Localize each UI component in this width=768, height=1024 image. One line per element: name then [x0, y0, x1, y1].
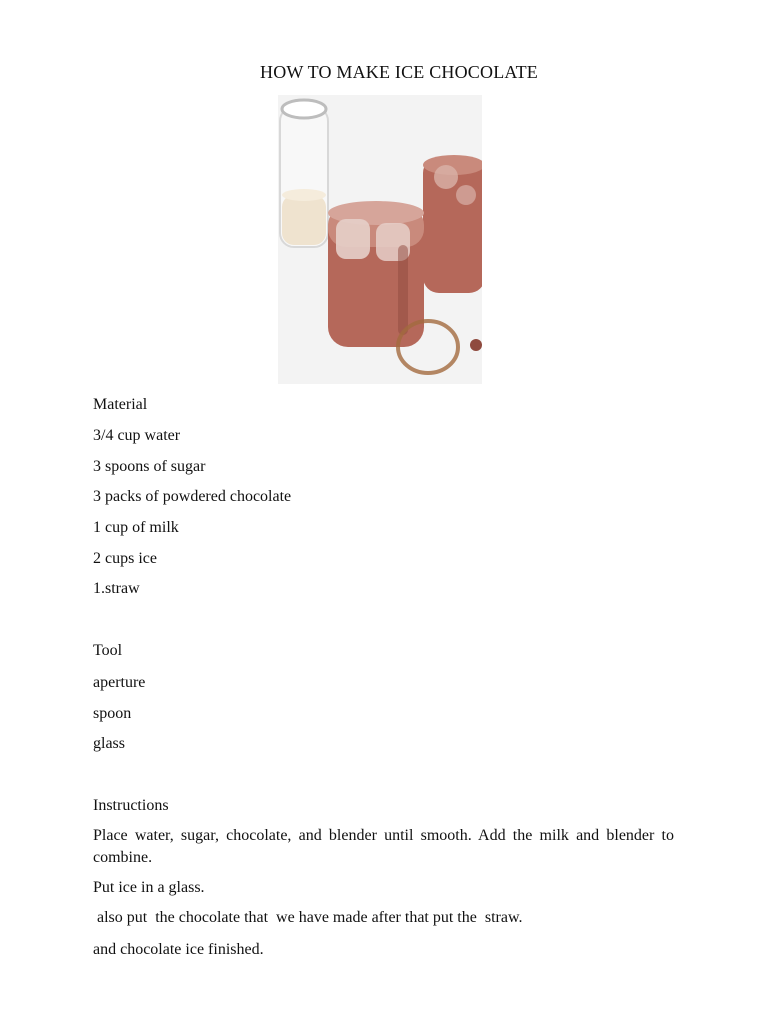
- material-item: 1.straw: [93, 580, 140, 597]
- iced-chocolate-photo: [278, 95, 482, 384]
- instruction-step: and chocolate ice finished.: [93, 941, 264, 958]
- material-item: 2 cups ice: [93, 550, 157, 567]
- instruction-step: also put the chocolate that we have made after that put the straw.: [93, 909, 523, 926]
- material-item: 1 cup of milk: [93, 519, 179, 536]
- back-glass-icon: [423, 155, 482, 293]
- iced-chocolate-drink-icon: [278, 95, 482, 384]
- instructions-heading: Instructions: [93, 797, 169, 814]
- material-item: 3/4 cup water: [93, 427, 181, 444]
- instruction-step: Put ice in a glass.: [93, 879, 205, 896]
- tool-item: aperture: [93, 674, 146, 691]
- page-title: HOW TO MAKE ICE CHOCOLATE: [260, 62, 538, 82]
- tools-heading: Tool: [93, 642, 123, 659]
- materials-heading: Material: [93, 396, 148, 413]
- milk-bottle-icon: [280, 100, 328, 247]
- tool-item: glass: [93, 735, 125, 752]
- tool-item: spoon: [93, 705, 132, 722]
- material-item: 3 packs of powdered chocolate: [93, 488, 292, 505]
- material-item: 3 spoons of sugar: [93, 458, 206, 475]
- instruction-step: Place water, sugar, chocolate, and blender until smooth. Add the milk and blender to combine.: [93, 827, 674, 866]
